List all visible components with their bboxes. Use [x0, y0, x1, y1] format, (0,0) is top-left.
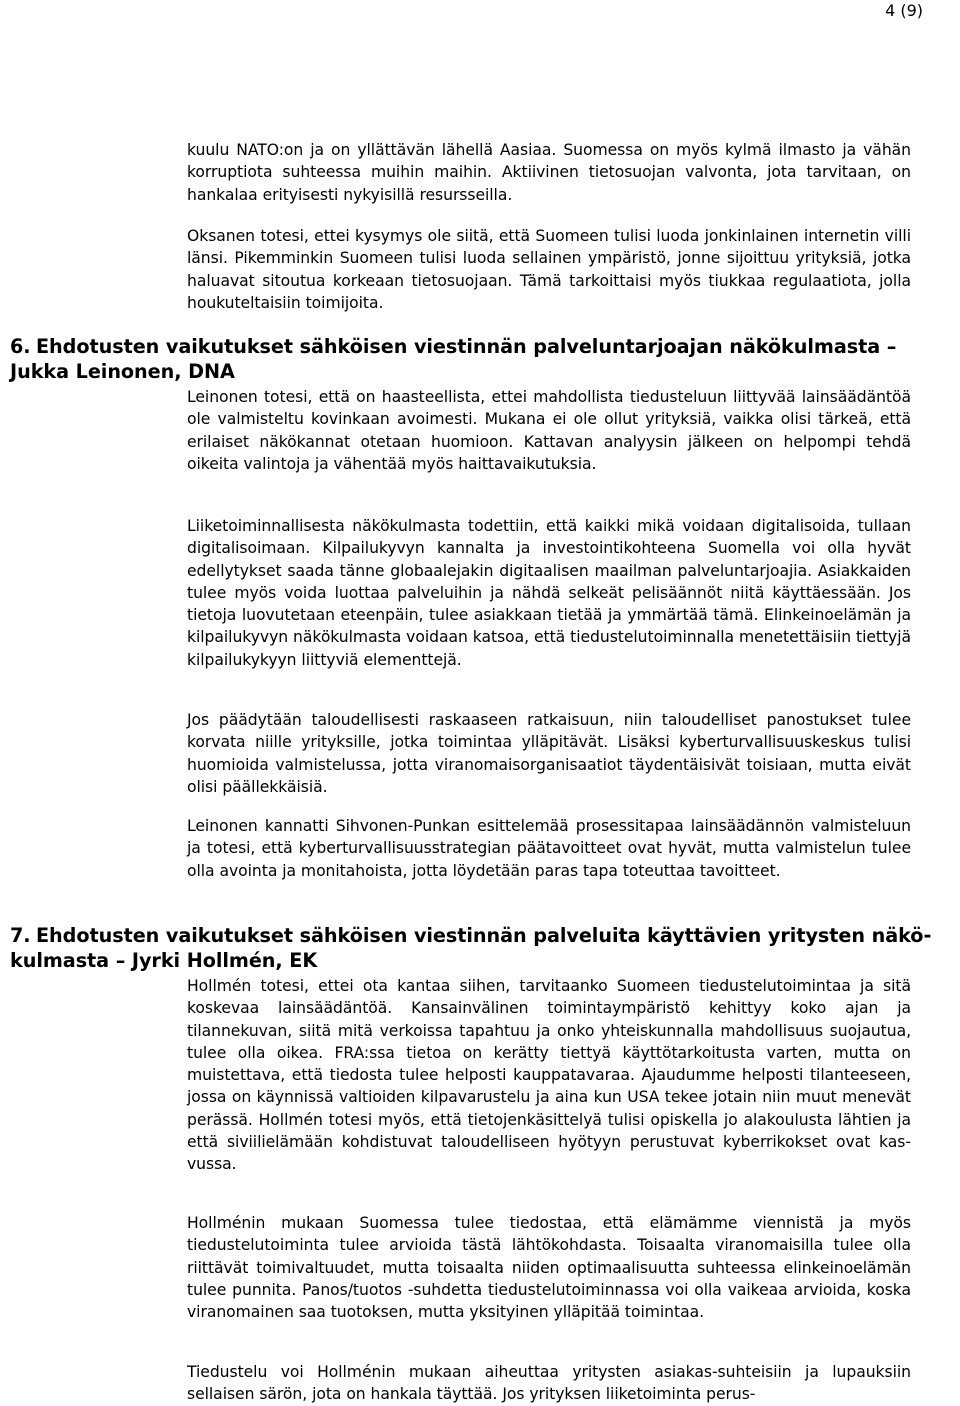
section-6-number: 6.: [10, 335, 31, 358]
section-6-heading: [10, 335, 958, 384]
section-7-paragraph-3: Tiedustelu voi Hollménin mukaan aiheuttaa yritysten asiakas-suhteisiin ja lupauksiin sellaisen särön, jota on hankala täyttää. Jos yrityksen liiketoiminta perus-: [187, 1363, 911, 1404]
page-number: 4 (9): [885, 1, 923, 20]
section-6-paragraph-4: Leinonen kannatti Sihvonen-Punkan esittelemää prosessitapaa lainsäädännön valmisteluun ja totesi, että kyberturvallisuusstrategian päätavoitteet ovat hyvät, mutta valmistelun tulee olla avointa ja monitahoista, jotta löydetään paras tapa toteuttaa tavoitteet.: [187, 817, 911, 880]
section-7-title: Ehdotusten vaikutukset sähköisen viestinnän palveluita käyttävien yritysten näkökulmasta – Jyrki Hollmén, EK: [10, 924, 932, 972]
section-7-number: 7.: [10, 924, 31, 947]
section-7-heading: [10, 924, 958, 973]
section-6-paragraph-1: Leinonen totesi, että on haasteellista, ettei mahdollista tiedusteluun liittyvää lainsäädäntöä ole valmisteltu kovinkaan avoimesti. Mukana ei ole ollut yrityksiä, vaikka olisi tärkeä, että erilaiset näkökannat otetaan huomioon. Kattavan analyysin jälkeen on helpompi tehdä oikeita valintoja ja vähentää myös haittavaikutuksia.: [187, 388, 911, 473]
section-7-paragraph-1: Hollmén totesi, ettei ota kantaa siihen, tarvitaanko Suomeen tiedustelutoimintaa ja sitä koskevaa lainsäädäntöä. Kansainvälinen toimintaympäristö kehittyy koko ajan ja tilannekuvan, siitä mitä verkoissa tapahtuu ja onko yhteiskunnalla mahdollisuus suojautua, tulee olla oikea. FRA:ssa tietoa on kerätty tiettyä käyttötarkoitusta varten, mutta on muistettava, että tiedosta tulee helposti kauppatavaraa. Ajaudumme helposti tilanteeseen, jossa on käynnissä valtioiden kilpavarustelu ja aina kun USA tekee jotain niin muut menevät perässä. Hollmén totesi myös, että tietojenkäsittelyä tulisi opiskella jo alakoulusta lähtien ja että siviilielämään kohdistuvat taloudelliseen hyötyyn perustuvat kyberrikokset ovat kasvussa.: [187, 977, 911, 1174]
paragraph-intro-1: kuulu NATO:on ja on yllättävän lähellä Aasiaa. Suomessa on myös kylmä ilmasto ja vähän korruptiota suhteessa muihin maihin. Aktiivinen tietosuojan valvonta, jota tarvitaan, on hankalaa erityisesti nykyisillä resursseilla.: [187, 141, 911, 204]
section-6-paragraph-2: Liiketoiminnallisesta näkökulmasta todettiin, että kaikki mikä voidaan digitalisoida, tullaan digitalisoimaan. Kilpailukyvyn kannalta ja investointikohteena Suomella voi olla hyvät edellytykset saada tänne globaalejakin digitaalisen maailman palveluntarjoajia. Asiakkaiden tulee myös voida luottaa palveluihin ja nähdä selkeät pelisäännöt niitä käyttäessään. Jos tietoja luovutetaan eteenpäin, tulee asiakkaan tietää ja ymmärtää tämä. Elinkeinoelämän ja kilpailukyvyn näkökulmasta voidaan katsoa, että tiedustelutoiminnalla menetettäisiin tiettyjä kilpailukykyyn liittyviä elementtejä.: [187, 517, 911, 669]
section-6-paragraph-3: Jos päädytään taloudellisesti raskaaseen ratkaisuun, niin taloudelliset panostukset tulee korvata niille yrityksille, jotka toimintaa ylläpitävät. Lisäksi kyberturvallisuuskeskus tulisi huomioida valmistelussa, jotta viranomaisorganisaatiot täydentäisivät toisiaan, mutta eivät olisi päällekkäisiä.: [187, 711, 911, 796]
section-6-title: Ehdotusten vaikutukset sähköisen viestinnän palveluntarjoajan näkökulmasta – Jukka Leinonen, DNA: [10, 335, 897, 383]
section-7-paragraph-2: Hollménin mukaan Suomessa tulee tiedostaa, että elämämme viennistä ja myös tiedustelutoiminta tulee arvioida tästä lähtökohdasta. Toisaalta viranomaisilla tulee olla riittävät toimivaltuudet, mutta toisaalta niiden optimaalisuutta suhteessa elinkeinoelämän tulee punnita. Panos/tuotos -suhdetta tiedustelutoiminnassa voi olla vaikeaa arvioida, koska viranomainen saa tuotoksen, mutta yksityinen ylläpitää toimintaa.: [187, 1214, 911, 1322]
paragraph-intro-2: Oksanen totesi, ettei kysymys ole siitä, että Suomeen tulisi luoda jonkinlainen internetin villi länsi. Pikemminkin Suomeen tulisi luoda sellainen ympäristö, jonne sijoittuu yrityksiä, jotka haluavat sitoutua korkeaan tietosuojaan. Tämä tarkoittaisi myös tiukkaa regulaatiota, jolla houkuteltaisiin toimijoita.: [187, 227, 911, 312]
